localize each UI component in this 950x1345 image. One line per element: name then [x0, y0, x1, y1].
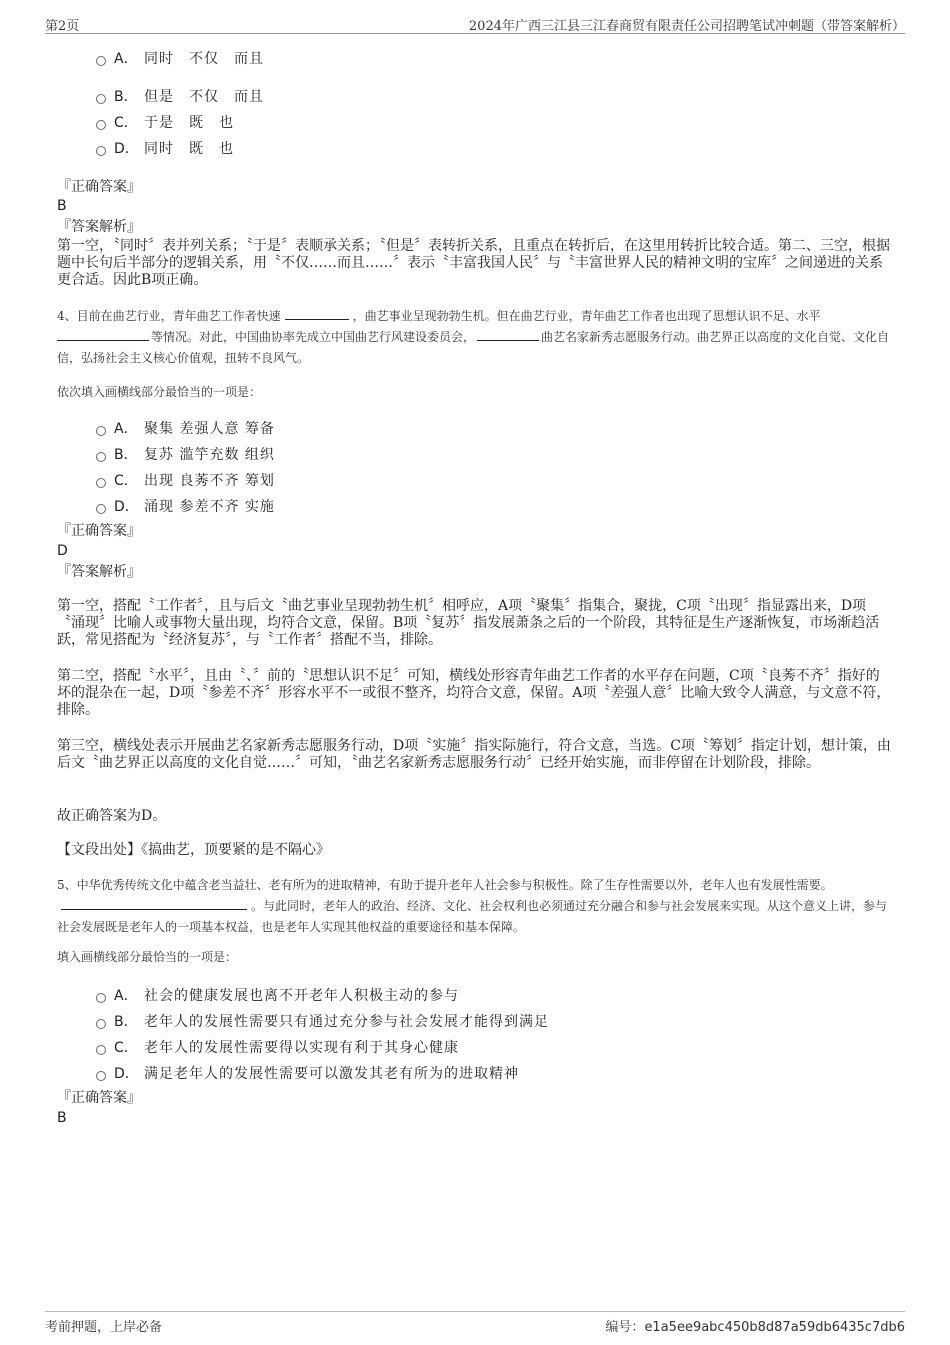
q4-analysis-p3: 第三空，横线处表示开展曲艺名家新秀志愿服务行动，D项〝实施〞指实际施行，符合文意，当选。C项〝筹划〞指定计划，想计策，由后文〝曲艺界正以高度的文化自觉……〞可知，〝曲艺名家新秀志愿服务行动〞已经开始实施，而非停留在计划阶段，排除。	[57, 738, 891, 771]
q4-source: 【文段出处】《搞曲艺，顶要紧的是不隔心》	[57, 842, 330, 858]
radio-icon[interactable]	[96, 146, 106, 156]
q5-answer: B	[57, 1110, 67, 1126]
radio-icon[interactable]	[96, 1019, 106, 1029]
page-header	[45, 13, 905, 34]
q5-answer-label: 『正确答案』	[57, 1090, 141, 1106]
q4-option-b[interactable]: B． 复苏 滥竽充数 组织	[96, 444, 275, 464]
q4-analysis-p1: 第一空，搭配〝工作者〞，且与后文〝曲艺事业呈现勃勃生机〞相呼应，A项〝聚集〞指集合，聚拢，C项〝出现〞指显露出来，D项〝涌现〞比喻人或事物大量出现，均符合文意，保留。B项〝复苏〞指发展萧条之后的一个阶段，其特征是生产逐渐恢复，市场渐趋活跃，常见搭配为〝经济复苏〞，与〝工作者〞搭配不当，排除。	[57, 598, 880, 648]
radio-icon[interactable]	[96, 94, 106, 104]
radio-icon[interactable]	[96, 478, 106, 488]
q4-answer: D	[57, 543, 68, 559]
radio-icon[interactable]	[96, 120, 106, 130]
q4-option-d[interactable]: D． 涌现 参差不齐 实施	[96, 496, 275, 516]
q3-option-c[interactable]: C． 于是 既 也	[96, 112, 234, 132]
radio-icon[interactable]	[96, 1071, 106, 1081]
radio-icon[interactable]	[96, 1045, 106, 1055]
q4-option-a[interactable]: A． 聚集 差强人意 筹备	[96, 418, 275, 438]
q5-option-a[interactable]: A． 社会的健康发展也离不开老年人积极主动的参与	[96, 985, 459, 1005]
q5-blank	[61, 897, 247, 910]
q3-option-b[interactable]: B． 但是 不仅 而且	[96, 86, 264, 106]
q4-analysis-p2: 第二空，搭配〝水平〞，且由〝、〞前的〝思想认识不足〞可知，横线处形容青年曲艺工作者的水平存在问题，C项〝良莠不齐〞指好的坏的混杂在一起，D项〝参差不齐〞形容水平不一或很不整齐，均符合文意，保留。A项〝差强人意〞比喻大致令人满意，与文意不符，排除。	[57, 668, 891, 718]
q3-option-a[interactable]: A． 同时 不仅 而且	[96, 48, 264, 68]
q5-stem: 5、中华优秀传统文化中蕴含老当益壮、老有所为的进取精神，有助于提升老年人社会参与积极性。除了生存性需要以外，老年人也有发展性需要。。与此同时，老年人的政治、经济、文化、社会权利也必须通过充分融合和参与社会发展来实现。从这个意义上讲，参与社会发展既是老年人的一项基本权益，也是老年人实现其他权益的重要途径和基本保障。	[57, 878, 888, 934]
document-title: 2024年广西三江县三江春商贸有限责任公司招聘笔试冲刺题（带答案解析）	[468, 19, 905, 34]
footer-code: 编号：e1a5ee9abc450b8d87a59db6435c7db6	[605, 1320, 905, 1335]
radio-icon[interactable]	[96, 993, 106, 1003]
q4-blank-2	[57, 328, 149, 341]
radio-icon[interactable]	[96, 504, 106, 514]
radio-icon[interactable]	[96, 426, 106, 436]
radio-icon[interactable]	[96, 56, 106, 66]
page-number: 第2页	[45, 19, 80, 34]
q5-prompt: 填入画横线部分最恰当的一项是：	[57, 950, 238, 964]
q3-answer-label: 『正确答案』	[57, 179, 141, 195]
q5-option-d[interactable]: D． 满足老年人的发展性需要可以激发其老有所为的进取精神	[96, 1063, 519, 1083]
page-footer	[45, 1311, 905, 1336]
q4-prompt: 依次填入画横线部分最恰当的一项是：	[57, 385, 262, 399]
q5-option-b[interactable]: B． 老年人的发展性需要只有通过充分参与社会发展才能得到满足	[96, 1011, 549, 1031]
q4-analysis-label: 『答案解析』	[57, 564, 141, 580]
q4-option-c[interactable]: C． 出现 良莠不齐 筹划	[96, 470, 275, 490]
q3-analysis: 第一空，〝同时〞表并列关系；〝于是〞表顺承关系；〝但是〞表转折关系，且重点在转折后，在这里用转折比较合适。第二、三空，根据题中长句后半部分的逻辑关系，用〝不仅……而且……〞表示〝丰富我国人民〞与〝丰富世界人民的精神文明的宝库〞之间递进的关系更合适。因此B项正确。	[57, 238, 890, 288]
q4-blank-1	[285, 307, 349, 320]
q4-answer-label: 『正确答案』	[57, 523, 141, 539]
q3-option-d[interactable]: D． 同时 既 也	[96, 138, 234, 158]
footer-slogan: 考前押题，上岸必备	[45, 1320, 163, 1335]
q4-blank-3	[477, 328, 539, 341]
q3-analysis-label: 『答案解析』	[57, 219, 141, 235]
q3-answer: B	[57, 198, 67, 214]
q5-option-c[interactable]: C． 老年人的发展性需要得以实现有利于其身心健康	[96, 1037, 459, 1057]
q4-analysis-p4: 故正确答案为D。	[57, 808, 167, 824]
q4-stem: 4、目前在曲艺行业，青年曲艺工作者快速 ，曲艺事业呈现勃勃生机。但在曲艺行业，青年曲艺工作者也出现了思想认识不足、水平等情况。对此，中国曲协率先成立中国曲艺行风建设委员会， 曲艺名家新秀志愿服务行动。曲艺界正以高度的文化自觉、文化自信，弘扬社会主义核心价值观，扭转不良风气。	[57, 309, 890, 365]
radio-icon[interactable]	[96, 452, 106, 462]
